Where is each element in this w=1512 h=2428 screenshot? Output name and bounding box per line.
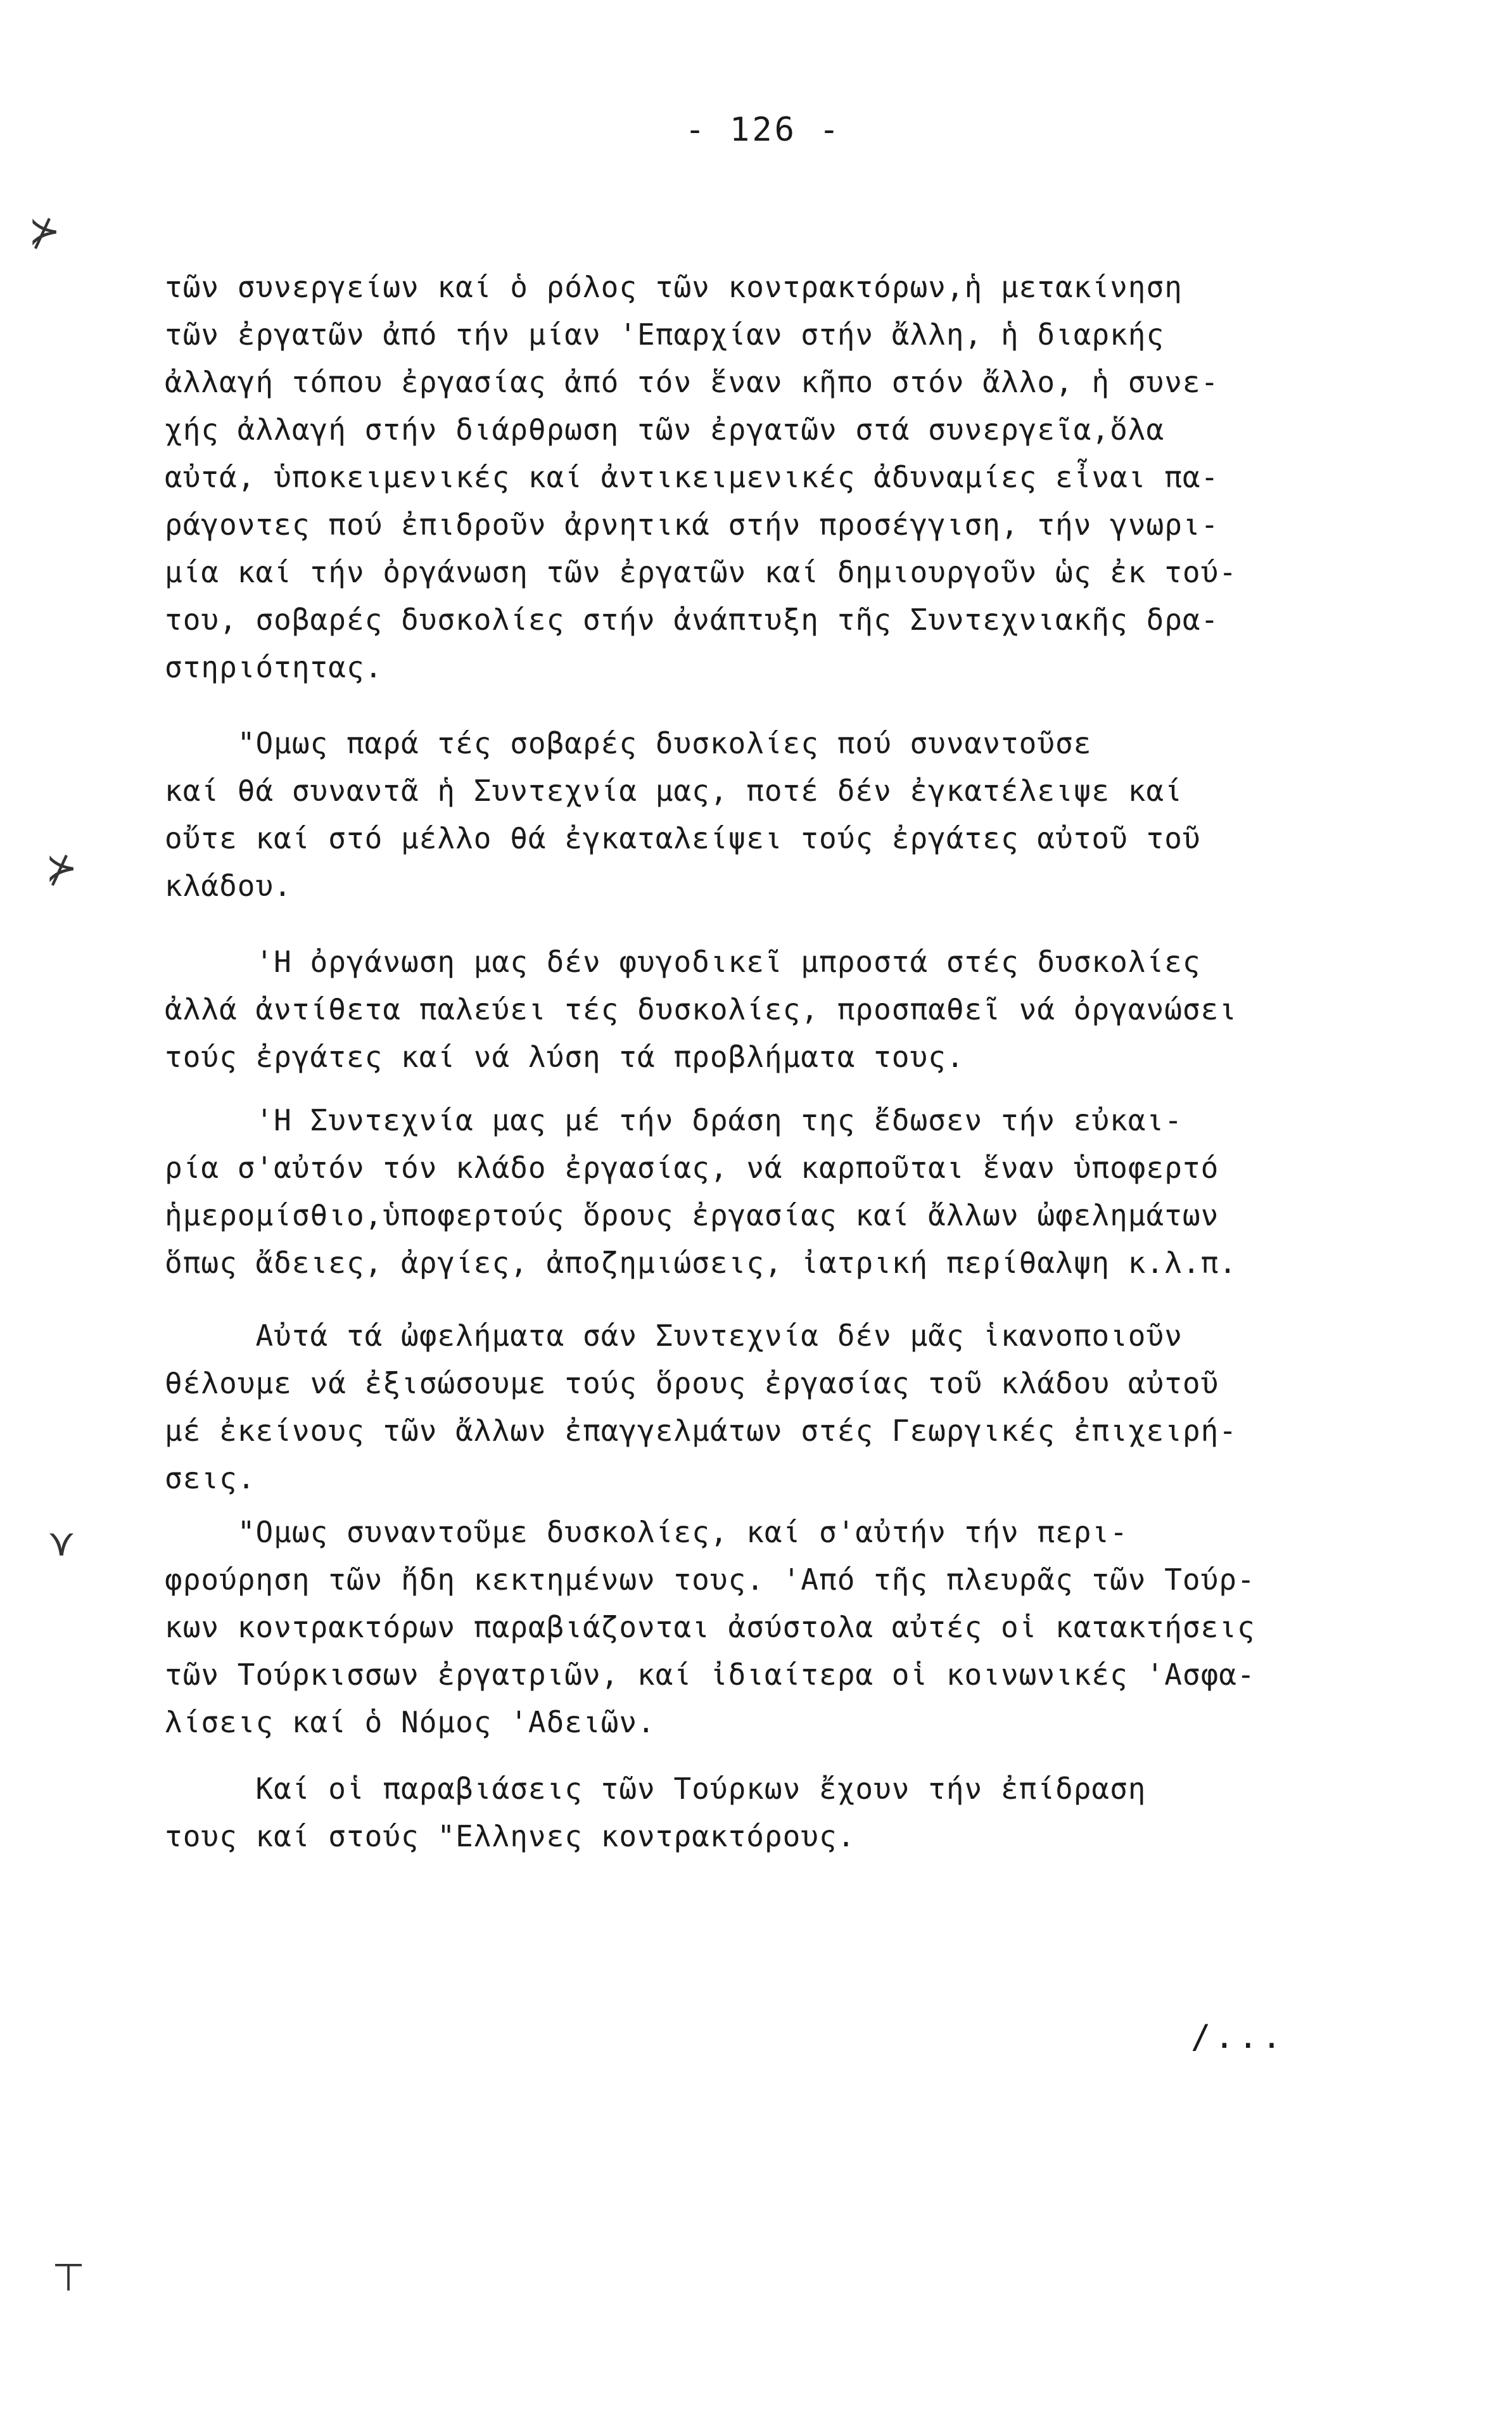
margin-mark-1: ⊁	[29, 209, 61, 253]
text-line: κλάδου.	[165, 869, 292, 903]
text-line: στηριότητας.	[165, 650, 383, 684]
text-line: κων κοντρακτόρων παραβιάζονται ἀσύστολα αὐτές οἱ κατακτήσεις	[165, 1610, 1255, 1644]
text-line: τῶν ἐργατῶν ἀπό τήν μίαν 'Επαρχίαν στήν ἄλλη, ἡ διαρκής	[165, 317, 1165, 352]
text-line: του, σοβαρές δυσκολίες στήν ἀνάπτυξη τῆς Συντεχνιακῆς δρα-	[165, 603, 1219, 637]
page-number: - 126 -	[685, 111, 842, 149]
margin-mark-4: ⊤	[52, 2256, 86, 2300]
text-line: καί θά συναντᾶ ἡ Συντεχνία μας, ποτέ δέν ἐγκατέλειψε καί	[165, 774, 1183, 808]
text-line: τούς ἐργάτες καί νά λύση τά προβλήματα τους.	[165, 1040, 965, 1074]
text-line: θέλουμε νά ἐξισώσουμε τούς ὅρους ἐργασίας τοῦ κλάδου αὐτοῦ	[165, 1366, 1219, 1400]
text-line: τῶν Τούρκισσων ἐργατριῶν, καί ἰδιαίτερα οἱ κοινωνικές 'Ασφα-	[165, 1658, 1255, 1692]
text-line: ὅπως ἄδειες, ἀργίες, ἀποζημιώσεις, ἰατρική περίθαλψη κ.λ.π.	[165, 1246, 1237, 1280]
text-line: ρία σ'αὐτόν τόν κλάδο ἐργασίας, νά καρποῦται ἕναν ὑποφερτό	[165, 1151, 1219, 1185]
text-line: "Ομως συναντοῦμε δυσκολίες, καί σ'αὐτήν τήν περι-	[165, 1515, 1128, 1549]
text-line: 'Η Συντεχνία μας μέ τήν δράση της ἔδωσεν τήν εὐκαι-	[165, 1103, 1183, 1137]
margin-mark-2: ⊁	[46, 846, 78, 890]
text-line: οὔτε καί στό μέλλο θά ἐγκαταλείψει τούς ἐργάτες αὐτοῦ τοῦ	[165, 821, 1201, 855]
text-line: μία καί τήν ὀργάνωση τῶν ἐργατῶν καί δημιουργοῦν ὡς ἐκ τού-	[165, 555, 1237, 589]
text-line: ράγοντες πού ἐπιδροῦν ἀρνητικά στήν προσέγγιση, τήν γνωρι-	[165, 508, 1219, 542]
margin-mark-3: ⋎	[48, 1521, 75, 1565]
text-line: τῶν συνεργείων καί ὁ ρόλος τῶν κοντρακτόρων,ἡ μετακίνηση	[165, 270, 1183, 304]
continuation-mark: /...	[1191, 2018, 1286, 2056]
text-line: φρούρηση τῶν ἤδη κεκτημένων τους. 'Από τῆς πλευρᾶς τῶν Τούρ-	[165, 1562, 1255, 1597]
text-line: σεις.	[165, 1461, 256, 1495]
text-line: αὐτά, ὑποκειμενικές καί ἀντικειμενικές ἀδυναμίες εἶναι πα-	[165, 460, 1219, 494]
text-line: λίσεις καί ὁ Νόμος 'Αδειῶν.	[165, 1705, 656, 1739]
text-line: χής ἀλλαγή στήν διάρθρωση τῶν ἐργατῶν στά συνεργεῖα,ὅλα	[165, 412, 1165, 447]
text-line: Αὐτά τά ὠφελήματα σάν Συντεχνία δέν μᾶς ἱκανοποιοῦν	[165, 1319, 1183, 1353]
text-line: μέ ἐκείνους τῶν ἄλλων ἐπαγγελμάτων στές Γεωργικές ἐπιχειρή-	[165, 1414, 1237, 1448]
text-line: "Ομως παρά τές σοβαρές δυσκολίες πού συναντοῦσε	[165, 726, 1092, 760]
text-line: Καί οἱ παραβιάσεις τῶν Τούρκων ἔχουν τήν ἐπίδραση	[165, 1772, 1147, 1806]
text-line: ἀλλά ἀντίθετα παλεύει τές δυσκολίες, προσπαθεῖ νά ὀργανώσει	[165, 992, 1237, 1026]
text-line: ἡμερομίσθιο,ὑποφερτούς ὅρους ἐργασίας καί ἄλλων ὠφελημάτων	[165, 1198, 1219, 1232]
text-line: ἀλλαγή τόπου ἐργασίας ἀπό τόν ἕναν κῆπο στόν ἄλλο, ἡ συνε-	[165, 365, 1219, 399]
text-line: 'Η ὀργάνωση μας δέν φυγοδικεῖ μπροστά στές δυσκολίες	[165, 945, 1201, 979]
text-line: τους καί στούς "Ελληνες κοντρακτόρους.	[165, 1819, 856, 1853]
